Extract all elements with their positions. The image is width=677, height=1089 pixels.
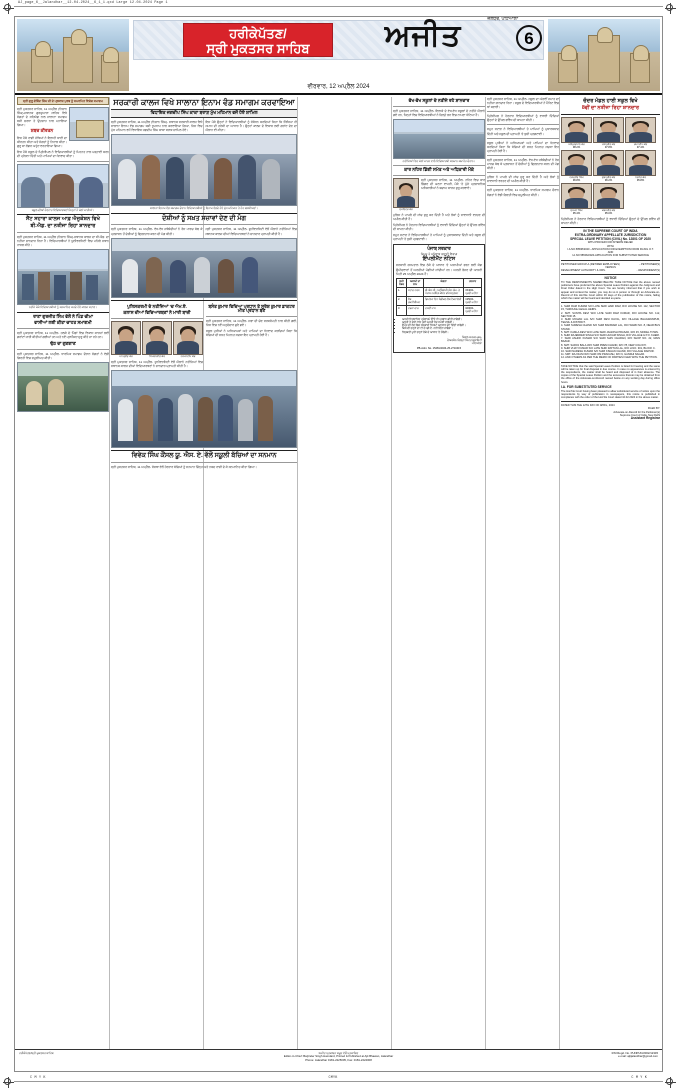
- cell-serial: 3.: [397, 306, 407, 315]
- col1-divider-3: [17, 232, 109, 233]
- col2-topper-portraits: [111, 321, 203, 358]
- footer-registration: [612, 1052, 658, 1059]
- column-rule-4: [391, 97, 392, 1049]
- col3-headline-3: ਵਿਵੇਕ ਸਿੰਘ ਕੌਂਸਲ ਯੂ. ਐਸ. ਏ. ਵੱਲੋਂ ਸਕੂਲੀ ਬੱਚਿਆਂ ਦਾ ਸਨਮਾਨ: [131, 452, 277, 460]
- portrait-student-2: [142, 321, 172, 355]
- col2-protest-photo: [111, 238, 297, 298]
- col3-body-3: ਸ੍ਰੀ ਮੁਕਤਸਰ ਸਾਹਿਬ, 11 ਅਪ੍ਰੈਲ- ਸਭਾ ਦੀ ਚੋਣ ਸਰਬਸੰਮਤੀ ਨਾਲ ਕੀਤੀ ਗਈ, ਜਿਸ ਵਿਚ ਨਵੇਂ ਅਹੁਦੇਦਾਰ ਚੁਣੇ ਗਏ।: [206, 318, 297, 327]
- supreme-court-notice: [561, 230, 660, 421]
- col1-body-3: ਸ੍ਰੀ ਮੁਕਤਸਰ ਸਾਹਿਬ, 11 ਅਪ੍ਰੈਲ (ਨਿਸ਼ਾਨ ਸਿੰਘ)-ਸਥਾਨਕ ਕਾਲਜ ਦਾ ਬੀ.ਐਡ. ਦਾ ਨਤੀਜਾ ਸ਼ਾਨਦਾਰ ਰਿਹਾ ਹੈ। ਵਿਦਿਆਰਥੀਆਂ ਨੇ ਯੂਨੀਵਰਸਿਟੀ ਵਿਚ ਪਹਿਲੇ ਸਥਾਨ ਹਾਸਲ ਕੀਤੇ।: [17, 234, 109, 248]
- column-2: [111, 97, 297, 1049]
- legal-respondent-item: 7. SHRI ASHOK KUMAR S/O SHRI SHIV CHARAN, R/O SHOP NO. 22, MAIN BAZAR.: [561, 337, 660, 344]
- col4-body-1: ਸ੍ਰੀ ਮੁਕਤਸਰ ਸਾਹਿਬ, 11 ਅਪ੍ਰੈਲ- ਨਹਿਰ ਵਿਚ ਕਾਰ ਡਿੱਗਣ ਦੀ ਘਟਨਾ ਵਾਪਰੀ, ਮੌਕੇ 'ਤੇ ਪੁੱਜੇ ਪ੍ਰਸ਼ਾਸਨਿਕ ਅਧਿਕਾਰੀਆਂ ਨੇ ਬਚਾਅ ਕਾਰਜ ਸ਼ੁਰੂ ਕਰਵਾਏ।: [421, 177, 485, 191]
- legal-respondent-item: 3. SHRI MOHAN LAL S/O SHRI DEVI DAYAL, R/O VILLAGE BHAGWANPUR, TEHSIL & DISTRICT.: [561, 317, 660, 325]
- col1-body-5: ਸ੍ਰੀ ਮੁਕਤਸਰ ਸਾਹਿਬ, 11 ਅਪ੍ਰੈਲ- ਧਾਰਮਿਕ ਸਮਾਗਮ ਦੌਰਾਨ ਸੰਗਤਾਂ ਨੇ ਵੱਡੀ ਗਿਣਤੀ ਵਿਚ ਸ਼ਮੂਲੀਅਤ ਕੀਤੀ।: [17, 351, 109, 360]
- notice-body: ਸਰਕਾਰੀ ਹਸਪਤਾਲ ਵਿਚ ਠੇਕੇ ਦੇ ਆਧਾਰ 'ਤੇ ਅਸਾਮੀਆਂ ਭਰਨ ਲਈ ਯੋਗ ਉਮੀਦਵਾਰਾਂ ਤੋਂ ਅਰਜ਼ੀਆਂ ਮੰਗੀਆਂ ਜਾਂਦੀਆਂ ਹਨ। ਅਰਜ਼ੀ ਭੇਜਣ ਦੀ ਆਖ਼ਰੀ ਮਿਤੀ 25 ਅਪ੍ਰੈਲ 2024 ਹੈ।: [396, 263, 482, 276]
- topper-photo-1: [561, 117, 592, 143]
- col2-divider-6: [111, 462, 297, 463]
- col1-body-4: ਸ੍ਰੀ ਮੁਕਤਸਰ ਸਾਹਿਬ, 11 ਅਪ੍ਰੈਲ- ਹਲਕੇ ਦੇ ਪਿੰਡਾਂ ਵਿਚ ਵਿਕਾਸ ਕਾਰਜਾਂ ਲਈ ਗਰਾਂਟਾਂ ਜਾਰੀ ਕੀਤੀਆਂ ਗਈਆਂ ਹਨ ਅਤੇ ਨਵੇਂ ਪ੍ਰਾਜੈਕਟ ਸ਼ੁਰੂ ਕੀਤੇ ਜਾ ਰਹੇ ਹਨ।: [17, 330, 109, 339]
- topper-name-5: ਗੁਰਪ੍ਰੀਤ ਕੌਰ: [601, 175, 616, 179]
- col1-religious-banner: ਸ੍ਰੀ ਗੁਰੂ ਗੋਬਿੰਦ ਸਿੰਘ ਜੀ ਦੇ ਪ੍ਰਕਾਸ਼ ਪੁਰਬ ਨੂੰ ਸਮਰਪਿਤ ਵਿਸ਼ੇਸ਼ ਸਮਾਗਮ: [17, 97, 109, 105]
- legal-notice-heading: NOTICE: [604, 276, 617, 281]
- legal-footer-note: TAKE NOTICE that the said Special Leave Petition is listed for hearing and the same will be taken up for final disposal in due course. In case no appearance is entered by the respondents, the matter shall be heard and disposed of in their absence. The copies of the Special Leave Petition and the annexures thereto may be obtained from the office of the Advocate-on-Record named below on any working day during office hours.: [561, 364, 660, 384]
- col2-sub-headline: ਵਿਧਾਇਕ ਜਗਦੀਪ ਸਿੰਘ ਕਾਕਾ ਬਰਾੜ ਮੁੱਖ ਮਹਿਮਾਨ ਵਜੋਂ ਹੋਏ ਸ਼ਾਮਿਲ: [150, 110, 258, 116]
- column-rule-1: [109, 97, 110, 1049]
- notice-vacancy-table: [396, 278, 482, 316]
- legal-petitioner-value: ...PETITIONER(S): [638, 262, 660, 266]
- col1-headline-4: ਢੱਠ ਦਾ ਗੁਣਗਾਣ: [50, 341, 76, 346]
- footer-line-1: ਅਜੀਤ ਪ੍ਰਕਾਸ਼ਨ ਸਮੂਹ ਵੱਲੋਂ ਪ੍ਰਕਾਸ਼ਿਤ: [318, 1051, 359, 1055]
- legal-aor-address: Supreme Court of India, New Delhi: [619, 413, 660, 417]
- ink-label-center: CMYK: [328, 1076, 338, 1080]
- col2-divider-5: [111, 450, 297, 451]
- legal-respondent-item: 12. AND OTHERS AS PER THE MEMO OF PARTIES FILED WITH THE PETITION.: [561, 356, 658, 360]
- col6-top-text: ਸ੍ਰੀ ਮੁਕਤਸਰ ਸਾਹਿਬ, 11 ਅਪ੍ਰੈਲ- ਸਕੂਲ ਦਾ ਅੱਠਵੀਂ ਜਮਾਤ ਦਾ ਨਤੀਜਾ ਸ਼ਾਨਦਾਰ ਰਿਹਾ। ਸਕੂਲ ਦੇ ਵਿਦਿਆਰਥੀਆਂ ਨੇ ਮੈਰਿਟ ਵਿਚ ਥਾਂ ਬਣਾਈ।: [487, 97, 559, 110]
- col2-main-headline: ਸਰਕਾਰੀ ਕਾਲਜ ਵਿਖੇ ਸਾਲਾਨਾ ਇਨਾਮ ਵੰਡ ਸਮਾਗਮ ਕਰਵਾਇਆ: [113, 98, 295, 107]
- col6-text-7: ਸ੍ਰੀ ਮੁਕਤਸਰ ਸਾਹਿਬ, 11 ਅਪ੍ਰੈਲ- ਧਾਰਮਿਕ ਸਮਾਗਮ ਦੌਰਾਨ ਸੰਗਤਾਂ ਨੇ ਵੱਡੀ ਗਿਣਤੀ ਵਿਚ ਸ਼ਮੂਲੀਅਤ ਕੀਤੀ।: [487, 188, 559, 197]
- edition-badge: [183, 23, 333, 57]
- col3-headline-1: ਵੱਖ-ਵੱਖ ਸਕੂਲਾਂ ਦੇ ਨਤੀਜੇ ਰਹੇ ਸ਼ਾਨਦਾਰ: [408, 98, 470, 103]
- col1-bottom-photo: [17, 362, 109, 412]
- topper-marks-1: 98.2%: [572, 145, 581, 149]
- col2-headline-3b: ਕਲਾਸ ਦੀਆਂ ਵਿਦਿਆਰਥਣਾਂ ਨੇ ਮਾਰੀ ਬਾਜ਼ੀ: [123, 310, 191, 316]
- col2-divider-2: [111, 224, 297, 225]
- col1-divider-2: [17, 214, 109, 215]
- footer-line-2: Editor-in-Chief: Barjinder Singh Hamdard, Printed & Published at Ajit Bhawan, Jalandhar: [283, 1054, 394, 1059]
- col6-text-4: ਸਕੂਲ ਮੁਖੀਆਂ ਨੇ ਅਧਿਆਪਕਾਂ ਅਤੇ ਮਾਪਿਆਂ ਦਾ ਧੰਨਵਾਦ ਕਰਦਿਆਂ ਕਿਹਾ ਕਿ ਬੱਚਿਆਂ ਦੀ ਸਖ਼ਤ ਮਿਹਨਤ ਸਦਕਾ ਇਹ ਪ੍ਰਾਪਤੀ ਹੋਈ ਹੈ।: [487, 140, 559, 153]
- col1-divider-4: [17, 312, 109, 313]
- notice-signature-3: ਪਟਿਆਲਾ: [471, 341, 482, 346]
- notice-term: • ਅਰਜ਼ੀ ਨਿਰਧਾਰਿਤ ਪ੍ਰੋਫਾਰਮੇ ਉੱਤੇ ਹੀ ਪ੍ਰਵਾਨ ਕੀਤੀ ਜਾਵੇਗੀ।: [402, 318, 482, 321]
- topper-marks-3: 97.4%: [636, 145, 645, 149]
- footer-email: e-mail: ajitjalandhar@gmail.com: [618, 1054, 658, 1059]
- government-notice-ad: [393, 244, 485, 352]
- legal-divider-3: [561, 302, 660, 303]
- legal-service-body: The Hon'ble Court having been pleased to allow substituted service of notice upon the respondents by way of publication in newspapers, this notice is published in compliance with the order of the Hon'ble Court dated 10.02.2024 in the above matter.: [561, 389, 660, 399]
- col1-sub-text: ਇਸ ਮੌਕੇ ਰਾਗੀ ਜੱਥਿਆਂ ਨੇ ਇਲਾਹੀ ਬਾਣੀ ਦਾ ਕੀਰਤਨ ਕੀਤਾ ਅਤੇ ਸੰਗਤਾਂ ਨੂੰ ਨਿਹਾਲ ਕੀਤਾ। ਗੁਰੂ ਕਾ ਲੰਗਰ ਅਤੁੱਟ ਵਰਤਾਇਆ ਗਿਆ।: [17, 136, 67, 149]
- print-marks-top: [0, 0, 677, 14]
- col2-body-3: ਸ੍ਰੀ ਮੁਕਤਸਰ ਸਾਹਿਬ, 11 ਅਪ੍ਰੈਲ- ਵੱਖ-ਵੱਖ ਜਥੇਬੰਦੀਆਂ ਨੇ ਰੋਸ ਮਾਰਚ ਕੱਢ ਕੇ ਪ੍ਰਸ਼ਾਸਨ ਤੋਂ ਦੋਸ਼ੀਆਂ ਨੂੰ ਗ੍ਰਿਫ਼ਤਾਰ ਕਰਨ ਦੀ ਮੰਗ ਕੀਤੀ।: [111, 227, 203, 236]
- notice-term: • ਨਿਯੁਕਤੀ ਪੂਰੀ ਤਰ੍ਹਾਂ ਠੇਕੇ ਦੇ ਆਧਾਰ 'ਤੇ ਹੋਵੇਗੀ।: [402, 331, 482, 334]
- col3-divider-2: [206, 316, 297, 317]
- th-serial: ਲੜੀ ਨੰਬਰ: [397, 278, 407, 287]
- col6-text-5: ਸ੍ਰੀ ਮੁਕਤਸਰ ਸਾਹਿਬ, 11 ਅਪ੍ਰੈਲ- ਵੱਖ-ਵੱਖ ਜਥੇਬੰਦੀਆਂ ਨੇ ਰੋਸ ਮਾਰਚ ਕੱਢ ਕੇ ਪ੍ਰਸ਼ਾਸਨ ਤੋਂ ਦੋਸ਼ੀਆਂ ਨੂੰ ਗ੍ਰਿਫ਼ਤਾਰ ਕਰਨ ਦੀ ਮੰਗ ਕੀਤੀ।: [487, 157, 559, 171]
- col6-text-2: ਪ੍ਰਿੰਸੀਪਲ ਨੇ ਹੋਣਹਾਰ ਵਿਦਿਆਰਥੀਆਂ ਨੂੰ ਵਧਾਈ ਦਿੰਦਿਆਂ ਉਨ੍ਹਾਂ ਦੇ ਉੱਜਲ ਭਵਿੱਖ ਦੀ ਕਾਮਨਾ ਕੀਤੀ।: [487, 114, 559, 123]
- legal-divider-2: [561, 274, 660, 275]
- column-6: [487, 97, 559, 1049]
- col2-headline-2: ਦੋਸ਼ੀਆਂ ਨੂੰ ਸਖ਼ਤ ਸਜ਼ਾਵਾਂ ਦੇਣ ਦੀ ਮੰਗ: [162, 214, 246, 222]
- col2-award-photo: [111, 134, 297, 206]
- col5-filler-text: ਪ੍ਰਿੰਸੀਪਲ ਨੇ ਹੋਣਹਾਰ ਵਿਦਿਆਰਥੀਆਂ ਨੂੰ ਵਧਾਈ ਦਿੰਦਿਆਂ ਉਨ੍ਹਾਂ ਦੇ ਉੱਜਲ ਭਵਿੱਖ ਦੀ ਕਾਮਨਾ ਕੀਤੀ।: [393, 223, 485, 232]
- col7-divider-2: [561, 227, 660, 228]
- cell-post: ਲੈਬ ਤਕਨੀਸ਼ੀਅਨ: [407, 297, 424, 306]
- masthead-center: [133, 17, 544, 93]
- masthead: [15, 17, 662, 95]
- legal-respondent-item: 4. SHRI SURESH CHAND S/O SHRI BANWARI LAL, R/O WARD NO. 8, NEAR BUS STAND.: [561, 324, 660, 331]
- legal-respondent-item: 11. SMT. RAJ RANI W/O SHRI OM PRAKASH, R/O 9, GANDHI NAGAR.: [561, 353, 645, 357]
- notice-term: • ਉਮਰ ਦੀ ਹੱਦ ਵਿਚ ਸਰਕਾਰੀ ਨਿਯਮਾਂ ਅਨੁਸਾਰ ਛੋਟ ਦਿੱਤੀ ਜਾਵੇਗੀ।: [402, 324, 482, 327]
- legal-ia-1: I.A.NO.58508/2020 - APPLICATION FOR EXEMPTION FROM FILING O.T.: [567, 247, 654, 251]
- edition-line-1: ਹਰੀਕੇਪੱਤਣ/: [229, 26, 287, 41]
- cell-qualification: ਡਿਪਲੋਮਾ ਇਨ ਮੈਡੀਕਲ ਲੈਬ ਟੈਕਨਾਲੋਜੀ: [424, 297, 464, 306]
- footer-line-3: Phone: Jalandhar 0181-2225005, Fax: 0181-2224008: [305, 1057, 372, 1062]
- topper-marks-5: 96.2%: [604, 178, 613, 182]
- col7-headline-2: 8ਵੀਂ ਦਾ ਨਤੀਜਾ ਰਿਹਾ ਸ਼ਾਨਦਾਰ: [581, 105, 640, 112]
- legal-divider-4: [561, 362, 660, 363]
- col1-headline-2-line1: ਸੈਂਟ ਸਹਾਰਾ ਕਾਲਜ ਆਫ਼ ਐਜੂਕੇਸ਼ਨ ਵਿਖੇ: [25, 215, 101, 222]
- topper-marks-7: 95.4%: [572, 211, 581, 215]
- col6-text-3: ਸਮੂਹ ਸਟਾਫ਼ ਨੇ ਵਿਦਿਆਰਥੀਆਂ ਤੇ ਮਾਪਿਆਂ ਨੂੰ ਮੁਬਾਰਕਬਾਦ ਦਿੱਤੀ ਅਤੇ ਸਕੂਲ ਦੀ ਪ੍ਰਾਪਤੀ 'ਤੇ ਖ਼ੁਸ਼ੀ ਪ੍ਰਗਟਾਈ।: [487, 127, 559, 136]
- topper-name-7: ਸੁਖਮਨ ਸਿੰਘ: [570, 208, 583, 212]
- col6-divider-1: [487, 111, 559, 112]
- legal-service-head: I.A. FOR SUBSTITUTED SERVICE: [561, 384, 612, 389]
- topper-photo-3: [625, 117, 656, 143]
- page-body: [15, 97, 662, 1049]
- col5-divider-1: [393, 106, 485, 107]
- masthead-photo-left: [17, 19, 129, 91]
- footer-rni: RNI Regd. No. PUNPUN/2002/12345: [611, 1051, 658, 1055]
- col4-headline-1: ਕਾਰ ਨਹਿਰ ਡਿੱਗੀ ਸਮੇਤ ਅਤੇ ਅਧਿਕਾਰੀ ਮੌਕੇ: [404, 167, 474, 173]
- col2-school-group-photo: [111, 370, 297, 448]
- topper-marks-2: 97.8%: [604, 145, 613, 149]
- col1-divider-6: [17, 349, 109, 350]
- legal-aor-name: Advocate-on-Record for the Petitioner(s): [613, 410, 660, 414]
- table-row: [397, 287, 482, 296]
- notice-pr-number: PB-Advt. No. 15481/2024-25-2710415: [416, 346, 462, 350]
- col1-divider-1: [17, 161, 109, 162]
- col1-red-subhead: ਸ਼ਬਦ ਕੀਰਤਨ: [30, 128, 54, 134]
- col6-divider-2: [487, 124, 559, 125]
- masthead-date: ਵੀਰਵਾਰ, 12 ਅਪ੍ਰੈਲ 2024: [307, 84, 370, 90]
- legal-petitioner-label: PETITIONER GROUP-A (RETIRED EMPLOYEES): [561, 262, 620, 266]
- column-rule-3: [297, 97, 298, 1049]
- topper-photo-7: [561, 183, 592, 209]
- legal-with: WITH: [607, 244, 614, 248]
- col7-body-2: ਪ੍ਰਿੰਸੀਪਲ ਨੇ ਹੋਣਹਾਰ ਵਿਦਿਆਰਥੀਆਂ ਨੂੰ ਵਧਾਈ ਦਿੰਦਿਆਂ ਉਨ੍ਹਾਂ ਦੇ ਉੱਜਲ ਭਵਿੱਖ ਦੀ ਕਾਮਨਾ ਕੀਤੀ।: [561, 216, 660, 225]
- col3-headline-2: ਬਸੰਤ ਕੁਮਾਰ ਵਿਦਿਆ ਪ੍ਰਧਾਨ ਤੇ ਸੁਰੇਸ਼ ਕੁਮਾਰ ਡਾਕਟਰ ਮੀਤ ਪ੍ਰਧਾਨ ਬਣੇ: [208, 303, 295, 314]
- toppers-grid: [561, 117, 660, 215]
- legal-assistant-registrar: Assistant Registrar: [630, 416, 660, 421]
- crop-line-top: [14, 6, 663, 7]
- col6-divider-4: [487, 155, 559, 156]
- portrait-student-1: [111, 321, 141, 355]
- topper-photo-2: [593, 117, 624, 143]
- column-1: [17, 97, 109, 1049]
- cell-salary: 15400/- ਪ੍ਰਤੀ ਮਹੀਨਾ: [464, 287, 482, 296]
- col1-headline-3-line2: ਵਾਸੀਆਂ ਲਈ ਕੀਤਾ ਚਾਹਤ ਸਮਾਗਮੀ: [34, 320, 92, 326]
- portrait-woman: [393, 178, 419, 208]
- legal-versus: VERSUS: [605, 265, 616, 269]
- topper-name-8: ਕਰਮਜੀਤ ਕੌਰ: [601, 208, 616, 212]
- legal-respondent-item: 10. SHRI NARESH KUMAR S/O SHRI KISHAN CHAND, R/O VILLAGE RAIPUR.: [561, 349, 655, 353]
- masthead-photo-right: [548, 19, 660, 91]
- col2-body-2: ਇਸ ਮੌਕੇ ਉਨ੍ਹਾਂ ਨੇ ਵਿਦਿਆਰਥੀਆਂ ਨੂੰ ਸੰਬੋਧਨ ਕਰਦਿਆਂ ਕਿਹਾ ਕਿ ਸਿੱਖਿਆ ਹੀ ਸਮਾਜ ਦੀ ਤਰੱਕੀ ਦਾ ਆਧਾਰ ਹੈ। ਉਨ੍ਹਾਂ ਕਾਲਜ ਦੇ ਵਿਕਾਸ ਲਈ ਗਰਾਂਟ ਦੇਣ ਦਾ ਐਲਾਨ ਵੀ ਕੀਤਾ।: [205, 120, 297, 133]
- column-rule-6: [559, 97, 560, 1049]
- topper-marks-4: 96.8%: [572, 178, 581, 182]
- legal-dated: DATED THIS THE 12TH DAY OF APRIL, 2024: [561, 404, 615, 408]
- legal-respondent-label: DEVELOPMENT AUTHORITY & ORS.: [561, 268, 606, 272]
- ink-label-left: C M Y K: [30, 1076, 46, 1080]
- portrait-woman-name: ਸੁਖਵਿੰਦਰ ਕੌਰ: [399, 207, 413, 211]
- notice-terms-list: [402, 318, 482, 334]
- col1-headline-3-line1: ਰਾਣਾ ਗੁਰਜੀਤ ਸਿੰਘ ਵੱਲੋਂ ਨੇ ਪਿੰਡ ਚੀਮਾ: [33, 313, 93, 319]
- cell-salary: 13500/- ਪ੍ਰਤੀ ਮਹੀਨਾ: [464, 297, 482, 306]
- topper-marks-6: 95.8%: [636, 178, 645, 182]
- col5-filler-text-2: ਸਮੂਹ ਸਟਾਫ਼ ਨੇ ਵਿਦਿਆਰਥੀਆਂ ਤੇ ਮਾਪਿਆਂ ਨੂੰ ਮੁਬਾਰਕਬਾਦ ਦਿੱਤੀ ਅਤੇ ਸਕੂਲ ਦੀ ਪ੍ਰਾਪਤੀ 'ਤੇ ਖ਼ੁਸ਼ੀ ਪ੍ਰਗਟਾਈ।: [393, 233, 485, 242]
- footer-edition: ਹਰੀਕੇਪੱਤਣ/ਸ੍ਰੀ ਮੁਕਤਸਰ ਸਾਹਿਬ: [19, 1051, 54, 1055]
- column-rule-5: [485, 97, 486, 1049]
- cell-salary: 10000/- ਪ੍ਰਤੀ ਮਹੀਨਾ: [464, 306, 482, 315]
- col2-award-caption: ਸਾਲਾਨਾ ਇਨਾਮ ਵੰਡ ਸਮਾਗਮ ਦੌਰਾਨ ਵਿਦਿਆਰਥੀਆਂ ਨੂੰ ਇਨਾਮ ਵੰਡਦੇ ਹੋਏ ਮੁੱਖ ਮਹਿਮਾਨ ਤੇ ਹੋਰ ਸ਼ਖ਼ਸੀਅਤਾਂ।: [150, 206, 258, 211]
- legal-case-number: SPECIAL LEAVE PETITION (CIVIL) No. 12801 OF 2020: [570, 236, 651, 241]
- notice-signature-1: ਸਿਵਲ ਸਰਜਨ-ਕਮ-: [462, 335, 482, 339]
- registration-mark-top-right: [666, 4, 673, 11]
- topper-photo-8: [593, 183, 624, 209]
- legal-filed-by: FILED BY:: [647, 407, 660, 411]
- legal-respondent-value: ...RESPONDENT(S): [636, 268, 660, 272]
- col5-divider-3: [393, 175, 485, 176]
- page-number-badge: 6: [516, 25, 542, 51]
- col2-headline-3a: ਪੁਲਿਸਕਰਮੀ ਦੇ ਨਤੀਜਿਆਂ 'ਚ ਐਮ.ਏ.: [127, 303, 187, 309]
- portrait-student-2-name: ਸਿਮਰਨਜੀਤ ਕੌਰ: [149, 354, 165, 358]
- print-marks-bottom: [0, 1075, 677, 1089]
- col1-body-extra: ਇਸ ਮੌਕੇ ਸਕੂਲ ਦੇ ਪ੍ਰਿੰਸੀਪਲ ਨੇ ਵਿਦਿਆਰਥੀਆਂ ਨੂੰ ਮਿਹਨਤ ਨਾਲ ਪੜ੍ਹਾਈ ਕਰਨ ਦੀ ਪ੍ਰੇਰਨਾ ਦਿੱਤੀ ਅਤੇ ਮਾਪਿਆਂ ਦਾ ਧੰਨਵਾਦ ਕੀਤਾ।: [17, 150, 109, 159]
- topper-name-1: ਅੰਮ੍ਰਿਤਪਾਲ ਕੌਰ: [568, 142, 585, 146]
- col1-group-photo: [17, 249, 109, 305]
- legal-jurisdiction: EXTRA-ORDINARY APPELLATE JURISDICTION: [574, 232, 647, 237]
- col2-divider-3: [111, 300, 297, 301]
- legal-respondent-item: 1. SHRI RAM KUMAR S/O LATE SHRI HARI RAM, R/O HOUSE NO. 112, SECTOR 15, THROUGH LEGAL HEIRS.: [561, 305, 660, 312]
- column-7: [561, 97, 660, 1049]
- col6-divider-5: [487, 172, 559, 173]
- col3-body-1: ਸ੍ਰੀ ਮੁਕਤਸਰ ਸਾਹਿਬ, 11 ਅਪ੍ਰੈਲ- ਇਲਾਕੇ ਦੇ ਵੱਖ-ਵੱਖ ਸਕੂਲਾਂ ਦੇ ਨਤੀਜੇ ਐਲਾਨੇ ਗਏ ਹਨ, ਜਿਨ੍ਹਾਂ ਵਿਚ ਵਿਦਿਆਰਥੀਆਂ ਨੇ ਜ਼ਿਲ੍ਹੇ ਭਰ ਵਿਚ ਨਾਮਣਾ ਖੱਟਿਆ ਹੈ।: [393, 108, 485, 117]
- topper-photo-4: [561, 150, 592, 176]
- legal-court: IN THE SUPREME COURT OF INDIA: [583, 229, 638, 234]
- portrait-student-3: [173, 321, 203, 355]
- col1-group-caption: ਨਤੀਜੇ ਮੌਕੇ ਵਿਦਿਆਰਥੀਆਂ ਨੂੰ ਸਨਮਾਨਿਤ ਕਰਦੇ ਹੋਏ ਕਾਲਜ ਸਟਾਫ਼।: [28, 305, 98, 310]
- col6-text-6: ਪੁਲਿਸ ਨੇ ਮਾਮਲੇ ਦੀ ਜਾਂਚ ਸ਼ੁਰੂ ਕਰ ਦਿੱਤੀ ਹੈ ਅਤੇ ਲੋਕਾਂ ਨੂੰ ਸਾਵਧਾਨੀ ਵਰਤਣ ਦੀ ਅਪੀਲ ਕੀਤੀ ਹੈ।: [487, 175, 559, 184]
- portrait-student-1-name: ਮਨਪ੍ਰੀਤ ਕੌਰ: [119, 354, 133, 358]
- ink-label-right: C M Y K: [631, 1076, 647, 1080]
- legal-respondent-item: 8. SMT. SAROJ BALA W/O SHRI PREM CHAND, R/O 78, NEW COLONY.: [561, 343, 647, 347]
- cell-post: ਸਟਾਫ਼ ਨਰਸ: [407, 287, 424, 296]
- cell-qualification: ਦਸਵੀਂ ਪਾਸ: [424, 306, 464, 315]
- table-header-row: [397, 278, 482, 287]
- print-job-label: AJ_page_6__Jalandhar__12-04-2024__6_1_1.qxd Large 12.04.2024 Page 1: [18, 1, 168, 5]
- legal-divider-5: [561, 401, 660, 402]
- topper-name-4: ਹਰਪ੍ਰੀਤ ਸਿੰਘ: [569, 175, 584, 179]
- topper-name-2: ਜਸਪ੍ਰੀਤ ਕੌਰ: [601, 142, 616, 146]
- table-row: [397, 297, 482, 306]
- col6-divider-3: [487, 138, 559, 139]
- topper-name-3: ਰਮਨਦੀਪ ਕੌਰ: [633, 142, 648, 146]
- legal-respondent-item: 6. SHRI RAJENDER SINGH S/O SHRI HUKAM SINGH, R/O VILLAGE & P.O. KHERI.: [561, 333, 660, 337]
- legal-with-prayer: WITH PRAYER FOR INTERIM RELIEF: [587, 241, 634, 245]
- col3-body-4: ਸ੍ਰੀ ਮੁਕਤਸਰ ਸਾਹਿਬ, 11 ਅਪ੍ਰੈਲ- ਸੰਸਥਾ ਵੱਲੋਂ ਹੋਣਹਾਰ ਬੱਚਿਆਂ ਨੂੰ ਸਨਮਾਨ ਚਿੰਨ੍ਹ ਅਤੇ ਨਕਦ ਰਾਸ਼ੀ ਦੇ ਕੇ ਸਨਮਾਨਿਤ ਕੀਤਾ ਗਿਆ।: [111, 464, 257, 469]
- legal-divider-1: [561, 260, 660, 261]
- col1-lead-text: ਸ੍ਰੀ ਮੁਕਤਸਰ ਸਾਹਿਬ, 11 ਅਪ੍ਰੈਲ (ਨਿਸ਼ਾਨ ਸਿੰਘ)-ਸਥਾਨਕ ਗੁਰਦੁਆਰਾ ਸਾਹਿਬ ਵਿਖੇ ਸੰਗਤਾਂ ਦੇ ਸਹਿਯੋਗ ਨਾਲ ਸਾਲਾਨਾ ਸਮਾਗਮ ਬੜੀ ਸ਼ਰਧਾ ਤੇ ਉਤਸ਼ਾਹ ਨਾਲ ਮਨਾਇਆ ਗਿਆ।: [17, 107, 67, 128]
- th-qualification: ਯੋਗਤਾ: [424, 278, 464, 287]
- legal-respondent-item: 5. SMT. KAMLA DEVI W/O LATE SHRI JAGDISH PRASAD, R/O 45, MODEL TOWN.: [561, 330, 659, 334]
- notice-title: ਇੰਪਲੀਮੈਂਟ ਨੋਟਿਸ: [422, 256, 456, 263]
- portrait-student-3-name: ਹਰਮਨਦੀਪ ਕੌਰ: [180, 354, 196, 358]
- column-5: [393, 97, 485, 1049]
- notice-term: • ਅਧੂਰੀ ਤੇ ਦੇਰੀ ਨਾਲ ਪੁੱਜੀ ਅਰਜ਼ੀ ਰੱਦ ਸਮਝੀ ਜਾਵੇਗੀ।: [402, 321, 482, 324]
- col6-divider-6: [487, 185, 559, 186]
- col5-photo-1-caption: ਨਤੀਜਿਆਂ ਵਿਚ ਮੱਲਾਂ ਮਾਰਨ ਵਾਲੇ ਵਿਦਿਆਰਥੀ ਸਨਮਾਨ ਸਮਾਰੋਹ ਦੌਰਾਨ।: [402, 158, 476, 163]
- col4-body-2: ਪੁਲਿਸ ਨੇ ਮਾਮਲੇ ਦੀ ਜਾਂਚ ਸ਼ੁਰੂ ਕਰ ਦਿੱਤੀ ਹੈ ਅਤੇ ਲੋਕਾਂ ਨੂੰ ਸਾਵਧਾਨੀ ਵਰਤਣ ਦੀ ਅਪੀਲ ਕੀਤੀ ਹੈ।: [393, 212, 485, 221]
- cell-post: ਦਰਜਾ ਚਾਰ: [407, 306, 424, 315]
- col2-body-4: ਸ੍ਰੀ ਮੁਕਤਸਰ ਸਾਹਿਬ, 11 ਅਪ੍ਰੈਲ- ਯੂਨੀਵਰਸਿਟੀ ਵੱਲੋਂ ਐਲਾਨੇ ਨਤੀਜਿਆਂ ਵਿਚ ਸਥਾਨਕ ਕਾਲਜ ਦੀਆਂ ਵਿਦਿਆਰਥਣਾਂ ਨੇ ਸ਼ਾਨਦਾਰ ਪ੍ਰਾਪਤੀ ਕੀਤੀ ਹੈ।: [111, 359, 203, 368]
- crop-line-bottom: [14, 1081, 663, 1082]
- th-post: ਅਸਾਮੀ ਦਾ ਨਾਮ: [407, 278, 424, 287]
- col1-headline-2-line2: ਬੀ.ਐਡ. ਦਾ ਨਤੀਜਾ ਰਿਹਾ ਸ਼ਾਨਦਾਰ: [30, 223, 96, 230]
- cell-serial: 2.: [397, 297, 407, 306]
- table-row: [397, 306, 482, 315]
- col2-body-1: ਸ੍ਰੀ ਮੁਕਤਸਰ ਸਾਹਿਬ, 11 ਅਪ੍ਰੈਲ (ਨਿਸ਼ਾਨ ਸਿੰਘ)- ਸਥਾਨਕ ਸਰਕਾਰੀ ਕਾਲਜ ਵਿਖੇ ਸਾਲਾਨਾ ਇਨਾਮ ਵੰਡ ਸਮਾਗਮ ਬੜੀ ਧੂਮਧਾਮ ਨਾਲ ਕਰਵਾਇਆ ਗਿਆ, ਜਿਸ ਵਿਚ ਮੁੱਖ ਮਹਿਮਾਨ ਵਜੋਂ ਵਿਧਾਇਕ ਜਗਦੀਪ ਸਿੰਘ ਕਾਕਾ ਬਰਾੜ ਸ਼ਾਮਿਲ ਹੋਏ।: [111, 120, 203, 133]
- notice-signature-2: ਚੇਅਰਮੈਨ ਜ਼ਿਲ੍ਹਾ ਸਿਹਤ ਸੁਸਾਇਟੀ: [447, 338, 482, 343]
- footer-imprint: [19, 1052, 658, 1062]
- legal-notice-body: TO THE RESPONDENTS NAMED BELOW: TAKE NOTICE that the above named petitioners have preferred the above Special Leave Petition against the Judgment and Final Order dated in the High Court. You are hereby informed that if you wish to appear and contest the matter, you may do so in person or through an Advocate-on-Record of this Hon'ble Court within 30 days of the publication of this notice, failing which the matter will be heard and decided ex-parte.: [561, 280, 660, 300]
- legal-respondent-item: 9. SHRI VIJAY KUMAR S/O LATE SHRI RATTAN LAL, R/O H.NO. 301, BLOCK C.: [561, 346, 656, 350]
- th-salary: ਤਨਖ਼ਾਹ: [464, 278, 482, 287]
- registration-mark-top-left: [4, 4, 11, 11]
- col2-divider-4: [111, 318, 203, 319]
- col1-gurdwara-photo: [69, 107, 109, 141]
- masthead-place: ਜਲੰਧਰ, ਪਟਿਆਲਾ: [487, 16, 518, 21]
- page-footer: [15, 1049, 662, 1071]
- notice-term: • ਕਿਸੇ ਵੀ ਤਰ੍ਹਾਂ ਦਾ ਟੀ.ਏ./ਡੀ.ਏ. ਨਹੀਂ ਦਿੱਤਾ ਜਾਵੇਗਾ।: [402, 327, 482, 330]
- col1-girls-photo: [17, 164, 109, 208]
- col7-divider-1: [561, 114, 660, 115]
- cell-qualification: ਬੀ.ਐਸ.ਸੀ. ਨਰਸਿੰਗ/ਜੀ.ਐਨ.ਐਮ. ਤੇ ਪੰਜਾਬ ਨਰਸਿੰਗ ਕੌਂਸਲ ਰਜਿਸਟ੍ਰੇਸ਼ਨ: [424, 287, 464, 296]
- col5-photo-1: [393, 119, 485, 159]
- newspaper-title: ਅਜੀਤ: [384, 19, 462, 52]
- col7-headline-1: ਚੰਦਰ ਮੰਡਲ ਹਾਈ ਸਕੂਲ ਵਿਖੇ: [583, 98, 638, 104]
- notice-department: ਸਿਹਤ ਤੇ ਪਰਿਵਾਰ ਭਲਾਈ ਵਿਭਾਗ: [420, 252, 458, 257]
- edition-line-2: ਸ੍ਰੀ ਮੁਕਤਸਰ ਸਾਹਿਬ: [206, 41, 310, 56]
- col1-girls-caption: ਸਕੂਲ ਦੀਆਂ ਹੋਣਹਾਰ ਵਿਦਿਆਰਥਣਾਂ ਜਿਨ੍ਹਾਂ ਨੇ ਮੱਲਾਂ ਮਾਰੀਆਂ।: [31, 207, 95, 212]
- topper-photo-6: [625, 150, 656, 176]
- col1-divider-5: [17, 328, 109, 329]
- topper-name-6: ਨਵਜੋਤ ਕੌਰ: [635, 175, 646, 179]
- legal-respondent-item: 2. SMT. SUNITA DEVI W/O LATE SHRI RAM KUMAR, R/O HOUSE NO. 112, SECTOR 15.: [561, 311, 660, 318]
- col3-body-2: ਸਕੂਲ ਮੁਖੀਆਂ ਨੇ ਅਧਿਆਪਕਾਂ ਅਤੇ ਮਾਪਿਆਂ ਦਾ ਧੰਨਵਾਦ ਕਰਦਿਆਂ ਕਿਹਾ ਕਿ ਬੱਚਿਆਂ ਦੀ ਸਖ਼ਤ ਮਿਹਨਤ ਸਦਕਾ ਇਹ ਪ੍ਰਾਪਤੀ ਹੋਈ ਹੈ।: [206, 329, 297, 338]
- col2-body-3b: ਸ੍ਰੀ ਮੁਕਤਸਰ ਸਾਹਿਬ, 11 ਅਪ੍ਰੈਲ- ਯੂਨੀਵਰਸਿਟੀ ਵੱਲੋਂ ਐਲਾਨੇ ਨਤੀਜਿਆਂ ਵਿਚ ਸਥਾਨਕ ਕਾਲਜ ਦੀਆਂ ਵਿਦਿਆਰਥਣਾਂ ਨੇ ਸ਼ਾਨਦਾਰ ਪ੍ਰਾਪਤੀ ਕੀਤੀ ਹੈ।: [205, 227, 297, 236]
- cell-serial: 1.: [397, 287, 407, 296]
- legal-ia-2: I.A.NO.58506/2020-APPLICATION FOR SUBSTITUTED SERVICE: [571, 254, 650, 258]
- topper-marks-8: 95.0%: [604, 211, 613, 215]
- legal-and: AND: [607, 251, 614, 255]
- page-sheet: [14, 16, 663, 1072]
- topper-photo-5: [593, 150, 624, 176]
- col2-divider-1: [111, 213, 297, 214]
- notice-govt-name: ਪੰਜਾਬ ਸਰਕਾਰ: [427, 246, 451, 252]
